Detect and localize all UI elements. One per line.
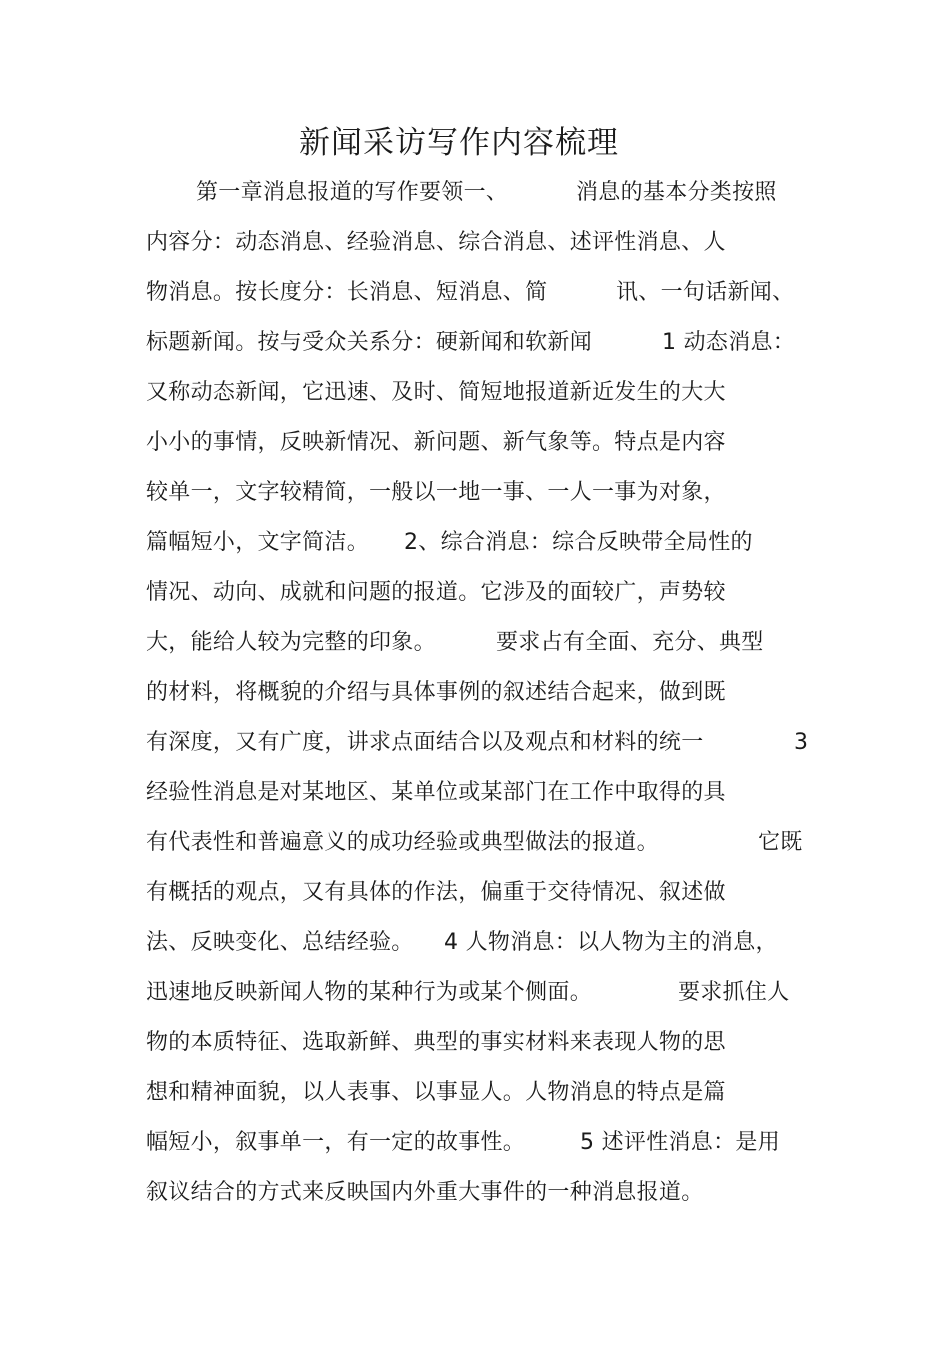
text-segment: 想和精神面貌，以人表事、以事显人。人物消息的特点是篇 — [146, 1080, 726, 1105]
text-segment: 3 — [794, 730, 809, 755]
text-segment: 有概括的观点，又有具体的作法，偏重于交待情况、叙述做 — [146, 880, 726, 905]
text-segment: 要求抓住人 — [678, 980, 790, 1005]
text-segment: 第一章消息报道的写作要领一、 — [196, 180, 509, 205]
text-segment: 讯、一句话新闻、 — [616, 280, 795, 305]
text-segment: 2、综合消息：综合反映带全局性的 — [404, 530, 753, 555]
text-segment: 它既 — [758, 830, 803, 855]
text-segment: 要求占有全面、充分、典型 — [496, 630, 764, 655]
text-segment: 物的本质特征、选取新鲜、典型的事实材料来表现人物的思 — [146, 1030, 726, 1055]
text-segment: 大，能给人较为完整的印象。 — [146, 630, 436, 655]
text-segment: 情况、动向、成就和问题的报道。它涉及的面较广，声势较 — [146, 580, 726, 605]
text-segment: 物消息。按长度分：长消息、短消息、简 — [146, 280, 548, 305]
text-segment: 较单一，文字较精简，一般以一地一事、一人一事为对象， — [146, 480, 726, 505]
text-segment: 标题新闻。按与受众关系分：硬新闻和软新闻 — [146, 330, 593, 355]
text-segment: 有深度，又有广度，讲求点面结合以及观点和材料的统一 — [146, 730, 704, 755]
text-segment: 法、反映变化、总结经验。 — [146, 930, 414, 955]
document-title: 新闻采访写作内容梳理 — [299, 125, 619, 161]
text-segment: 4 人物消息：以人物为主的消息， — [444, 930, 778, 955]
text-segment: 5 述评性消息：是用 — [580, 1130, 780, 1155]
text-segment: 内容分：动态消息、经验消息、综合消息、述评性消息、人 — [146, 230, 726, 255]
text-segment: 经验性消息是对某地区、某单位或某部门在工作中取得的具 — [146, 780, 726, 805]
text-segment: 消息的基本分类按照 — [576, 180, 777, 205]
text-segment: 迅速地反映新闻人物的某种行为或某个侧面。 — [146, 980, 593, 1005]
text-segment: 的材料，将概貌的介绍与具体事例的叙述结合起来，做到既 — [146, 680, 726, 705]
text-segment: 有代表性和普遍意义的成功经验或典型做法的报道。 — [146, 830, 659, 855]
text-segment: 幅短小，叙事单一，有一定的故事性。 — [146, 1130, 526, 1155]
text-segment: 1 动态消息： — [662, 330, 796, 355]
text-segment: 又称动态新闻，它迅速、及时、简短地报道新近发生的大大 — [146, 380, 726, 405]
text-segment: 叙议结合的方式来反映国内外重大事件的一种消息报道。 — [146, 1180, 704, 1205]
text-segment: 篇幅短小，文字简洁。 — [146, 530, 370, 555]
text-segment: 小小的事情，反映新情况、新问题、新气象等。特点是内容 — [146, 430, 726, 455]
